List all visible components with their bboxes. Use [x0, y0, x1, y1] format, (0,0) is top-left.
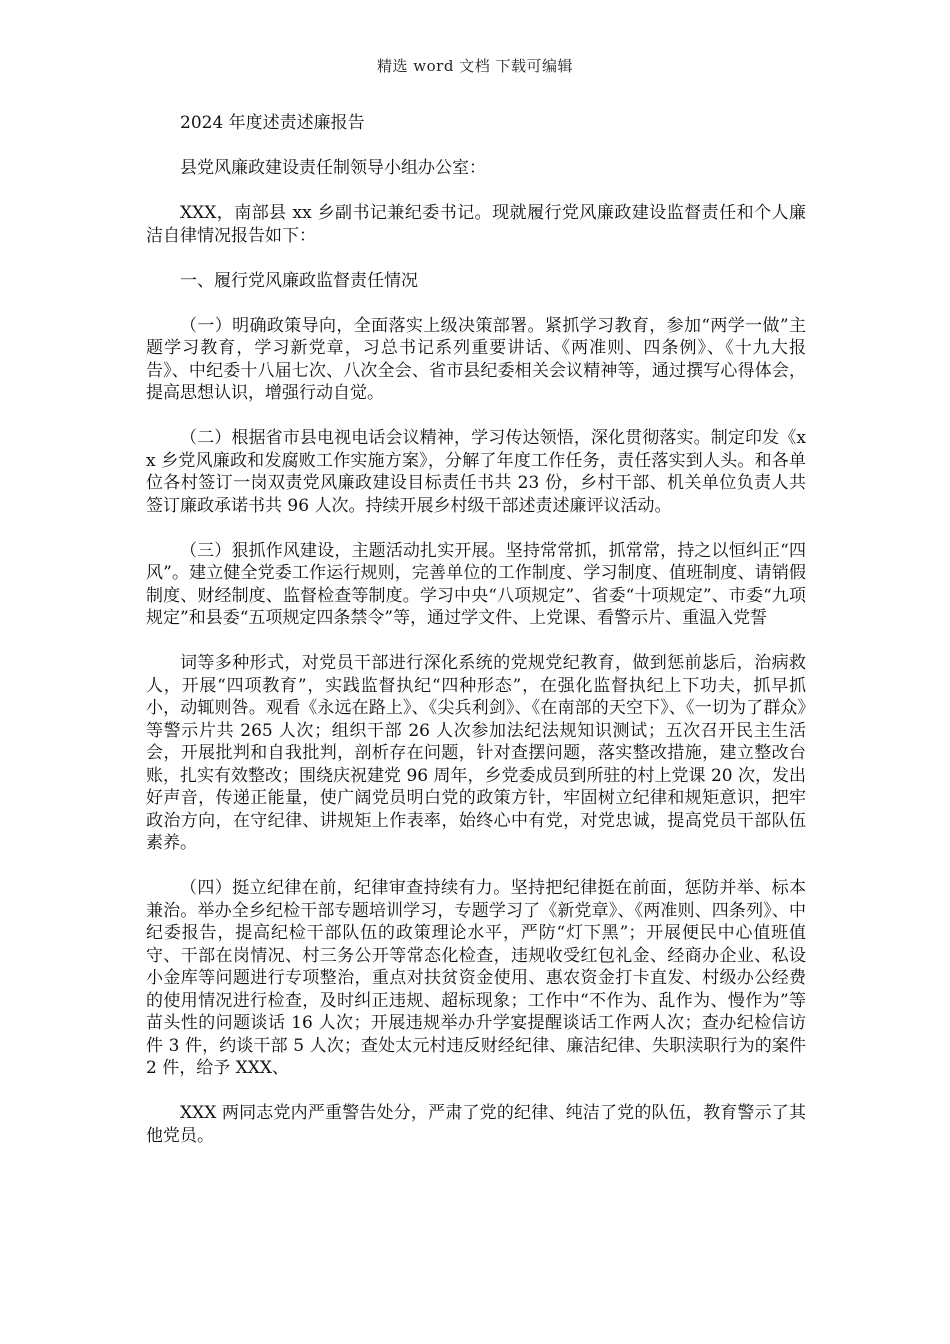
paragraph-item-4-continued: XXX 两同志党内严重警告处分，严肃了党的纪律、纯洁了党的队伍，教育警示了其他党员。: [146, 1103, 806, 1146]
section-heading: 一、履行党风廉政监督责任情况: [180, 270, 418, 291]
document-title: 2024 年度述责述廉报告: [180, 113, 365, 133]
paragraph-item-1: （一）明确政策导向，全面落实上级决策部署。紧抓学习教育，参加“两学一做”主题学习教育，学习新党章，习总书记系列重要讲话、《两准则、四条例》、《十九大报告》、中纪委十八届七次、八次全会、省市县纪委相关会议精神等，通过撰写心得体会，提高思想认识，增强行动自觉。: [146, 315, 806, 403]
page-header: 精选 word 文档 下载可编辑: [377, 57, 573, 75]
document-body: [146, 112, 806, 1170]
paragraph-item-2: （二）根据省市县电视电话会议精神，学习传达领悟，深化贯彻落实。制定印发《xx 乡党风廉政和发腐败工作实施方案》，分解了年度工作任务，责任落实到人头。和各单位各村签订一岗双责党风廉政建设目标责任书共 23 份，乡村干部、机关单位负责人共签订廉政承诺书共 96 人次。持续开展乡村级干部述责述廉评议活动。: [146, 428, 806, 516]
addressee: 县党风廉政建设责任制领导小组办公室：: [180, 158, 486, 178]
paragraph-intro: XXX，南部县 xx 乡副书记兼纪委书记。现就履行党风廉政建设监督责任和个人廉洁自律情况报告如下：: [146, 203, 806, 246]
paragraph-item-4: （四）挺立纪律在前，纪律审查持续有力。坚持把纪律挺在前面，惩防并举、标本兼治。举办全乡纪检干部专题培训学习，专题学习了《新党章》、《两准则、四条列》、中纪委报告，提高纪检干部队伍的政策理论水平，严防“灯下黑”；开展便民中心值班值守、干部在岗情况、村三务公开等常态化检查，违规收受红包礼金、经商办企业、私设小金库等问题进行专项整治，重点对扶贫资金使用、惠农资金打卡直发、村级办公经费的使用情况进行检查，及时纠正违规、超标现象；工作中“不作为、乱作为、慢作为”等苗头性的问题谈话 16 人次；开展违规举办升学宴提醒谈话工作两人次；查办纪检信访件 3 件，约谈干部 5 人次；查处太元村违反财经纪律、廉洁纪律、失职渎职行为的案件 2 件，给予 XXX、: [146, 878, 806, 1078]
paragraph-item-3: （三）狠抓作风建设，主题活动扎实开展。坚持常常抓，抓常常，持之以恒纠正“四风”。建立健全党委工作运行规则，完善单位的工作制度、学习制度、值班制度、请销假制度、财经制度、监督检查等制度。学习中央“八项规定”、省委“十项规定”、市委“九项规定”和县委“五项规定四条禁令”等，通过学文件、上党课、看警示片、重温入党誓: [146, 540, 806, 628]
paragraph-item-3-continued: 词等多种形式，对党员干部进行深化系统的党规党纪教育，做到惩前毖后，治病救人，开展“四项教育”，实践监督执纪“四种形态”，在强化监督执纪上下功夫，抓早抓小，动辄则咎。观看《永远在路上》、《尖兵利剑》、《在南部的天空下》、《一切为了群众》等警示片共 265 人次；组织干部 26 人次参加法纪法规知识测试；五次召开民主生活会，开展批判和自我批判，剖析存在问题，针对查摆问题，落实整改措施，建立整改台账，扎实有效整改；围绕庆祝建党 96 周年，乡党委成员到所驻的村上党课 20 次，发出好声音，传递正能量，使广阔党员明白党的政策方针，牢固树立纪律和规矩意识，把牢政治方向，在守纪律、讲规矩上作表率，始终心中有党，对党忠诚，提高党员干部队伍素养。: [146, 653, 806, 853]
